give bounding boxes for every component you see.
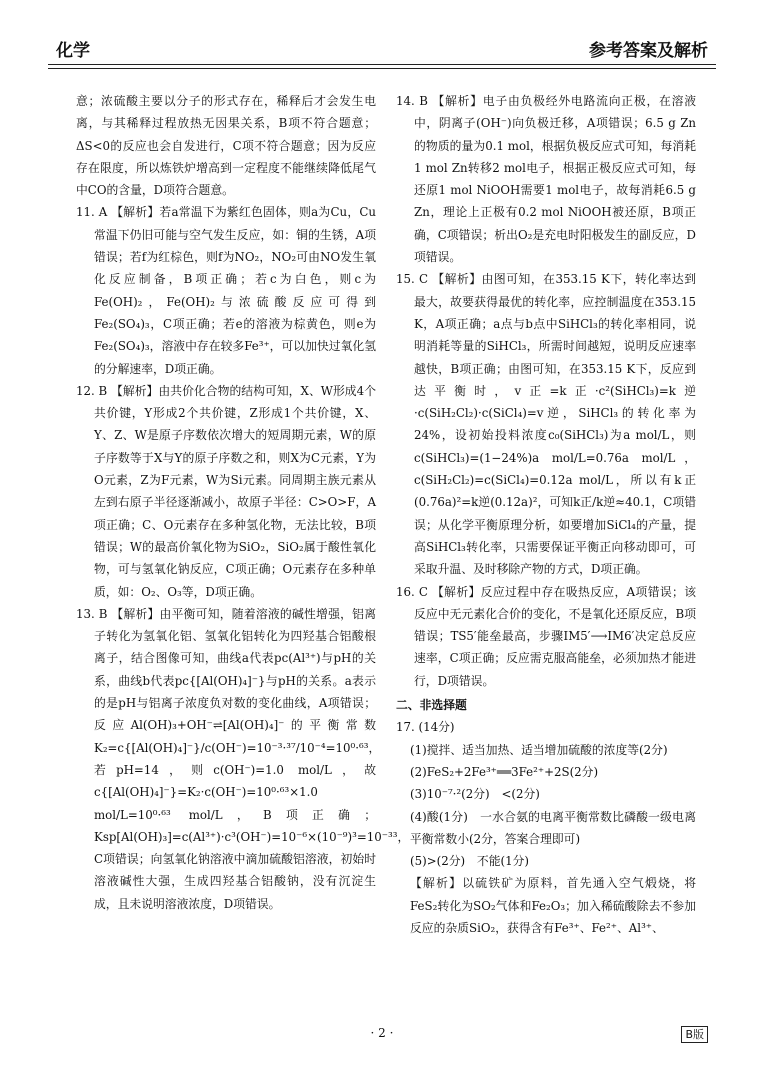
answer-15: 15. C 【解析】由图可知，在353.15 K下，转化率达到最大，故要获得最优的转化率，应控制温度在353.15 K，A项正确；a点与b点中SiHCl₃的转化率相同，说明消耗等量的SiHCl₃，所需时间越短，说明反应速率越快，B项正确；由图可知，在353.15 K下，反应到达平衡时，v正=k正·c²(SiHCl₃)=k逆·c(SiH₂Cl₂)·c(SiCl₄)=v逆，SiHCl₃的转化率为24%，设初始投料浓度c₀(SiHCl₃)为a mol/L，则c(SiHCl₃)=(1−24%)a mol/L=0.76a mol/L，c(SiH₂Cl₂)=c(SiCl₄)=0.12a mol/L，所以有k正(0.76a)²=k逆(0.12a)²，可知k正/k逆≈40.1，C项错误；从化学平衡原理分析，如要增加SiCl₄的产量，提高SiHCl₃转化率，只需要保证平衡正向移动即可，可采取升温、及时移除产物的方式，D项正确。 xyxy=(396,272,696,577)
q17-analysis: 【解析】以硫铁矿为原料，首先通入空气煅烧，将FeS₂转化为SO₂气体和Fe₂O₃；加入稀硫酸除去不参加反应的杂质SiO₂，获得含有Fe³⁺、Fe²⁺、Al³⁺、 xyxy=(410,876,696,935)
q17-line-5: (5)>(2分) 不能(1分) xyxy=(410,854,530,869)
subject-label: 化学 xyxy=(56,41,90,61)
page-header xyxy=(48,30,716,60)
answer-16: 16. C 【解析】反应过程中存在吸热反应，A项错误；该反应中无元素化合价的变化，不是氧化还原反应，B项错误；TS5′能垒最高，步骤IM5′⟶IM6′决定总反应速率，C项正确；反应需克服高能垒，必须加热才能进行，D项错误。 xyxy=(396,584,696,688)
answer-14: 14. B 【解析】电子由负极经外电路流向正极，在溶液中，阴离子(OH⁻)向负极迁移，A项错误；6.5 g Zn的物质的量为0.1 mol，根据负极反应式可知，每消耗1 mol Zn转移2 mol电子，根据正极反应式可知，每还原1 mol NiOOH需要1 mol电子，故每消耗6.5 g Zn，理论上正极有0.2 mol NiOOH被还原，B项正确，C项错误；析出O₂是充电时阳极发生的副反应，D项错误。 xyxy=(396,94,696,265)
q17-label: 17. (14分) xyxy=(396,720,455,735)
header-rule-thin xyxy=(48,68,716,69)
answer-12: 12. B 【解析】由共价化合物的结构可知，X、W形成4个共价键，Y形成2个共价键，Z形成1个共价键，X、Y、Z、W是原子序数依次增大的短周期元素，W的原子序数等于X与Y的原子序数之和，则X为C元素，Y为O元素，Z为F元素，W为Si元素。同周期主族元素从左到右原子半径逐渐减小，故原子半径：C>O>F，A项正确；C、O元素存在多种氢化物，无法比较，B项错误；W的最高价氧化物为SiO₂，SiO₂属于酸性氧化物，可与氢氧化钠反应，C项正确；O元素存在多种单质，如：O₂、O₃等，D项正确。 xyxy=(76,383,376,599)
page-number: · 2 · xyxy=(370,1026,394,1040)
answer-10-tail: 意；浓硫酸主要以分子的形式存在，稀释后才会发生电离，与其稀释过程放热无因果关系，B项不符合题意；ΔS<0的反应也会自发进行，C项不符合题意；因为反应存在限度，所以炼铁炉增高到一定程度不能继续降低尾气中CO的含量，D项符合题意。 xyxy=(76,94,376,198)
answer-11: 11. A 【解析】若a常温下为紫红色固体，则a为Cu，Cu常温下仍旧可能与空气发生反应，如：铜的生锈，A项错误；若f为红棕色，则f为NO₂，NO₂可由NO发生氧化反应制备，B项正确；若c为白色，则c为Fe(OH)₂，Fe(OH)₂与浓硫酸反应可得到Fe₂(SO₄)₃，C项正确；若e的溶液为棕黄色，则e为Fe₂(SO₄)₃，溶液中存在较多Fe³⁺，可以加快过氧化氢的分解速率，D项正确。 xyxy=(76,205,376,376)
right-column xyxy=(396,90,696,939)
version-badge: B版 xyxy=(681,1026,708,1043)
header-rule xyxy=(48,64,716,65)
q17-line-1: (1)搅拌、适当加热、适当增加硫酸的浓度等(2分) xyxy=(410,742,668,757)
q17-line-2: (2)FeS₂+2Fe³⁺══3Fe²⁺+2S(2分) xyxy=(410,764,599,779)
section-title: 二、非选择题 xyxy=(396,698,467,713)
header-title: 参考答案及解析 xyxy=(589,41,708,61)
left-column xyxy=(76,90,410,915)
answer-13: 13. B 【解析】由平衡可知，随着溶液的碱性增强，铝离子转化为氢氧化铝、氢氧化铝转化为四羟基合铝酸根离子，结合图像可知，曲线a代表pc(Al³⁺)与pH的关系，曲线b代表pc{[Al(OH)₄]⁻}与pH的关系。a表示的是pH与铝离子浓度负对数的变化曲线，A项错误；反应Al(OH)₃+OH⁻⇌[Al(OH)₄]⁻的平衡常数K₂=c{[Al(OH)₄]⁻}/c(OH⁻)=10⁻³·³⁷/10⁻⁴=10⁰·⁶³，若pH=14，则c(OH⁻)=1.0 mol/L，故c{[Al(OH)₄]⁻}=K₂·c(OH⁻)=10⁰·⁶³×1.0 mol/L=10⁰·⁶³ mol/L，B项正确；Ksp[Al(OH)₃]=c(Al³⁺)·c³(OH⁻)=10⁻⁶×(10⁻⁹)³=10⁻³³，C项错误；向氢氧化钠溶液中滴加硫酸铝溶液，初始时溶液碱性大强，生成四羟基合铝酸钠，没有沉淀生成，且未说明溶液浓度，D项错误。 xyxy=(76,606,410,911)
q17-line-3: (3)10⁻⁷·²(2分) <(2分) xyxy=(410,787,540,802)
q17-line-4: (4)酸(1分) 一水合氨的电离平衡常数比磷酸一级电离平衡常数小(2分，答案合理即可) xyxy=(410,809,696,846)
